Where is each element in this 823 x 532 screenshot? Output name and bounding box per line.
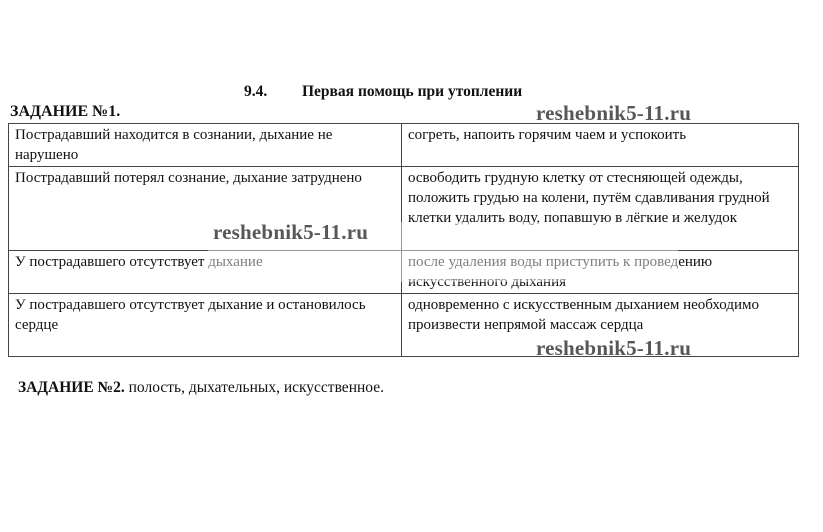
action-cell: освободить грудную клетку от стесняющей одежды, положить грудью на колени, путём сдавливания грудной клетки удалить воду, попавшую в лёгкие и желудок bbox=[402, 167, 799, 251]
situation-cell: Пострадавший находится в сознании, дыхание не нарушено bbox=[9, 124, 402, 167]
section-title: Первая помощь при утоплении bbox=[302, 83, 523, 100]
section-number: 9.4. bbox=[244, 83, 268, 100]
table-row bbox=[9, 251, 799, 294]
situation-cell: У пострадавшего отсутствует дыхание bbox=[9, 251, 402, 294]
situation-cell: Пострадавший потерял сознание, дыхание затруднено bbox=[9, 167, 402, 251]
section-heading bbox=[244, 83, 522, 101]
situation-cell: У пострадавшего отсутствует дыхание и остановилось сердце bbox=[9, 294, 402, 357]
table-row bbox=[9, 124, 799, 167]
task2-label: ЗАДАНИЕ №2. bbox=[18, 379, 125, 396]
action-cell: согреть, напоить горячим чаем и успокоить bbox=[402, 124, 799, 167]
task2 bbox=[18, 379, 384, 397]
watermark: reshebnik5-11.ru bbox=[536, 336, 692, 360]
table-row bbox=[9, 167, 799, 251]
answers-table bbox=[8, 123, 799, 357]
action-cell: одновременно с искусственным дыханием необходимо произвести непрямой массаж сердца bbox=[402, 294, 799, 357]
task1-label: ЗАДАНИЕ №1. bbox=[10, 103, 121, 120]
task2-answer: полость, дыхательных, искусственное. bbox=[128, 379, 384, 396]
watermark: reshebnik5-11.ru bbox=[213, 220, 369, 244]
action-cell: после удаления воды приступить к проведению искусственного дыхания bbox=[402, 251, 799, 294]
watermark: reshebnik5-11.ru bbox=[536, 101, 692, 125]
